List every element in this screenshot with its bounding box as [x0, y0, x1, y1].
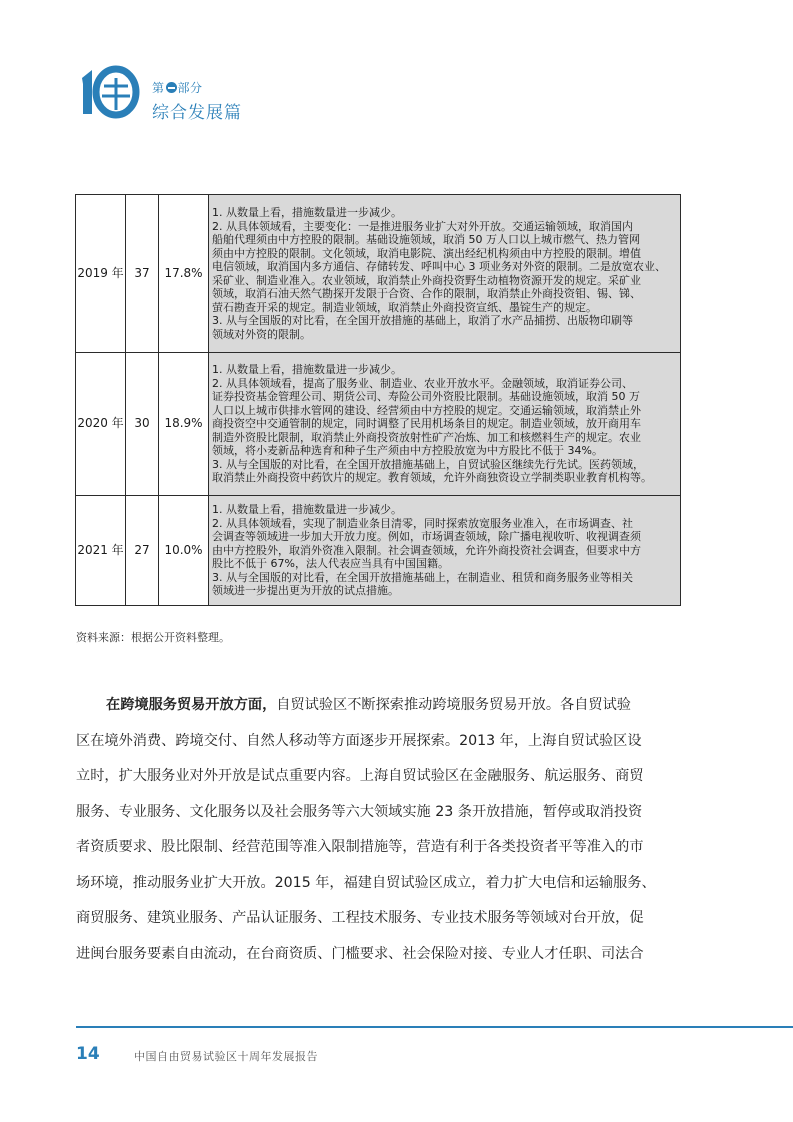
- paragraph-line: 立时，扩大服务业对外开放是试点重要内容。上海自贸试验区在金融服务、航运服务、商贸: [76, 768, 644, 784]
- description-line: 领域进一步提出更为开放的试点措施。: [212, 584, 399, 598]
- description-line: 萤石勘查开采的规定。制造业领域，取消禁止外商投资宣纸、墨锭生产的规定。: [212, 300, 597, 314]
- description-line: 2. 从具体领域看，提高了服务业、制造业、农业开放水平。金融领域，取消证券公司、: [212, 376, 633, 390]
- section-label: 第 部分: [152, 81, 203, 95]
- table-row: [76, 195, 681, 353]
- paragraph-line: 场环境，推动服务业扩大开放。2015 年，福建自贸试验区成立，着力扩大电信和运输服务、: [76, 874, 656, 891]
- description-line: 2. 从具体领域看，主要变化：一是推进服务业扩大对外开放。交通运输领域，取消国内: [212, 219, 633, 233]
- section-number-icon: [166, 82, 177, 93]
- description-line: 股比不低于 67%，法人代表应当具有中国国籍。: [212, 557, 449, 571]
- count-cell: 30: [126, 353, 159, 496]
- percent-cell: 10.0%: [159, 496, 209, 606]
- percent-cell: 18.9%: [159, 353, 209, 496]
- description-line: 制造外资股比限制，取消禁止外商投资放射性矿产冶炼、加工和核燃料生产的规定。农业: [212, 430, 641, 444]
- footer-report-title: 中国自由贸易试验区十周年发展报告: [134, 1050, 318, 1063]
- description-line: 3. 从与全国版的对比看，在全国开放措施的基础上，取消了水产品捕捞、出版物印刷等: [212, 314, 633, 327]
- anniversary-logo: [78, 64, 142, 120]
- description-line: 由中方控股外，取消外资准入限制。社会调查领域，允许外商投资社会调查，但要求中方: [212, 543, 641, 557]
- description-line: 领域，将小麦新品种选育和种子生产须由中方控股放宽为中方股比不低于 34%。: [212, 444, 603, 458]
- description-line: 电信领域，取消国内多方通信、存储转发、呼叫中心 3 项业务对外资的限制。二是放宽农业、: [212, 260, 666, 273]
- description-line: 领域，取消石油天然气勘探开发限于合资、合作的限制，取消禁止外商投资钼、锡、锑、: [212, 287, 641, 300]
- paragraph-line: 在跨境服务贸易开放方面，自贸试验区不断探索推动跨境服务贸易开放。各自贸试验: [106, 697, 631, 713]
- description-cell: [209, 195, 681, 353]
- page-number: 14: [76, 1044, 100, 1064]
- source-note: 资料来源：根据公开资料整理。: [76, 631, 230, 644]
- year-cell: 2021 年: [76, 496, 126, 606]
- paragraph-line: 者资质要求、股比限制、经营范围等准入限制措施等，营造有利于各类投资者平等准入的市: [76, 839, 644, 855]
- year-cell: 2020 年: [76, 353, 126, 496]
- percent-cell: 17.8%: [159, 195, 209, 353]
- count-cell: 27: [126, 496, 159, 606]
- paragraph-lead: 在跨境服务贸易开放方面，: [106, 697, 277, 713]
- description-line: 1. 从数量上看，措施数量进一步减少。: [212, 363, 402, 377]
- description-line: 人口以上城市供排水管网的建设、经营须由中方控股的规定。交通运输领域，取消禁止外: [212, 403, 641, 417]
- description-line: 3. 从与全国版的对比看，在全国开放措施基础上，自贸试验区继续先行先试。医药领域，: [212, 457, 644, 471]
- description-line: 会调查等领域进一步加大开放力度。例如，市场调查领域，除广播电视收听、收视调查须: [212, 530, 641, 544]
- description-cell: [209, 353, 681, 496]
- description-line: 证券投资基金管理公司、期货公司、寿险公司外资股比限制。基础设施领域，取消 50 万: [212, 390, 640, 404]
- description-cell: [209, 496, 681, 606]
- footer-rule: [76, 1026, 793, 1028]
- description-line: 采矿业、制造业准入。农业领域，取消禁止外商投资野生动植物资源开发的规定。采矿业: [212, 273, 641, 287]
- body-paragraph: [76, 694, 682, 978]
- paragraph-line: 进闽台服务要素自由流动，在台商资质、门槛要求、社会保险对接、专业人才任职、司法合: [76, 945, 644, 962]
- table-row: [76, 353, 681, 496]
- description-line: 1. 从数量上看，措施数量进一步减少。: [212, 206, 402, 219]
- paragraph-line: 服务、专业服务、文化服务以及社会服务等六大领域实施 23 条开放措施，暂停或取消投资: [76, 803, 643, 820]
- description-line: 领域对外资的限制。: [212, 327, 311, 341]
- description-line: 商投资空中交通管制的规定，同时调整了民用机场条目的规定。制造业领域，放开商用车: [212, 417, 641, 431]
- count-cell: 37: [126, 195, 159, 353]
- measures-table: [75, 194, 681, 606]
- description-line: 须由中方控股的限制。文化领域，取消电影院、演出经纪机构须由中方控股的限制。增值: [212, 246, 641, 260]
- description-line: 船舶代理须由中方控股的限制。基础设施领域，取消 50 万人口以上城市燃气、热力管网: [212, 233, 640, 246]
- table-row: [76, 496, 681, 606]
- year-cell: 2019 年: [76, 195, 126, 353]
- paragraph-line: 区在境外消费、跨境交付、自然人移动等方面逐步开展探索。2013 年，上海自贸试验区设: [76, 732, 642, 749]
- section-title: 综合发展篇: [152, 103, 242, 123]
- description-line: 1. 从数量上看，措施数量进一步减少。: [212, 503, 402, 517]
- description-line: 3. 从与全国版的对比看，在全国开放措施基础上，在制造业、租赁和商务服务业等相关: [212, 570, 633, 584]
- description-line: 2. 从具体领域看，实现了制造业条目清零，同时探索放宽服务业准入，在市场调查、社: [212, 516, 633, 530]
- paragraph-line: 商贸服务、建筑业服务、产品认证服务、工程技术服务、专业技术服务等领域对台开放，促: [76, 910, 644, 926]
- description-line: 取消禁止外商投资中药饮片的规定。教育领域，允许外商独资设立学制类职业教育机构等。: [212, 471, 652, 485]
